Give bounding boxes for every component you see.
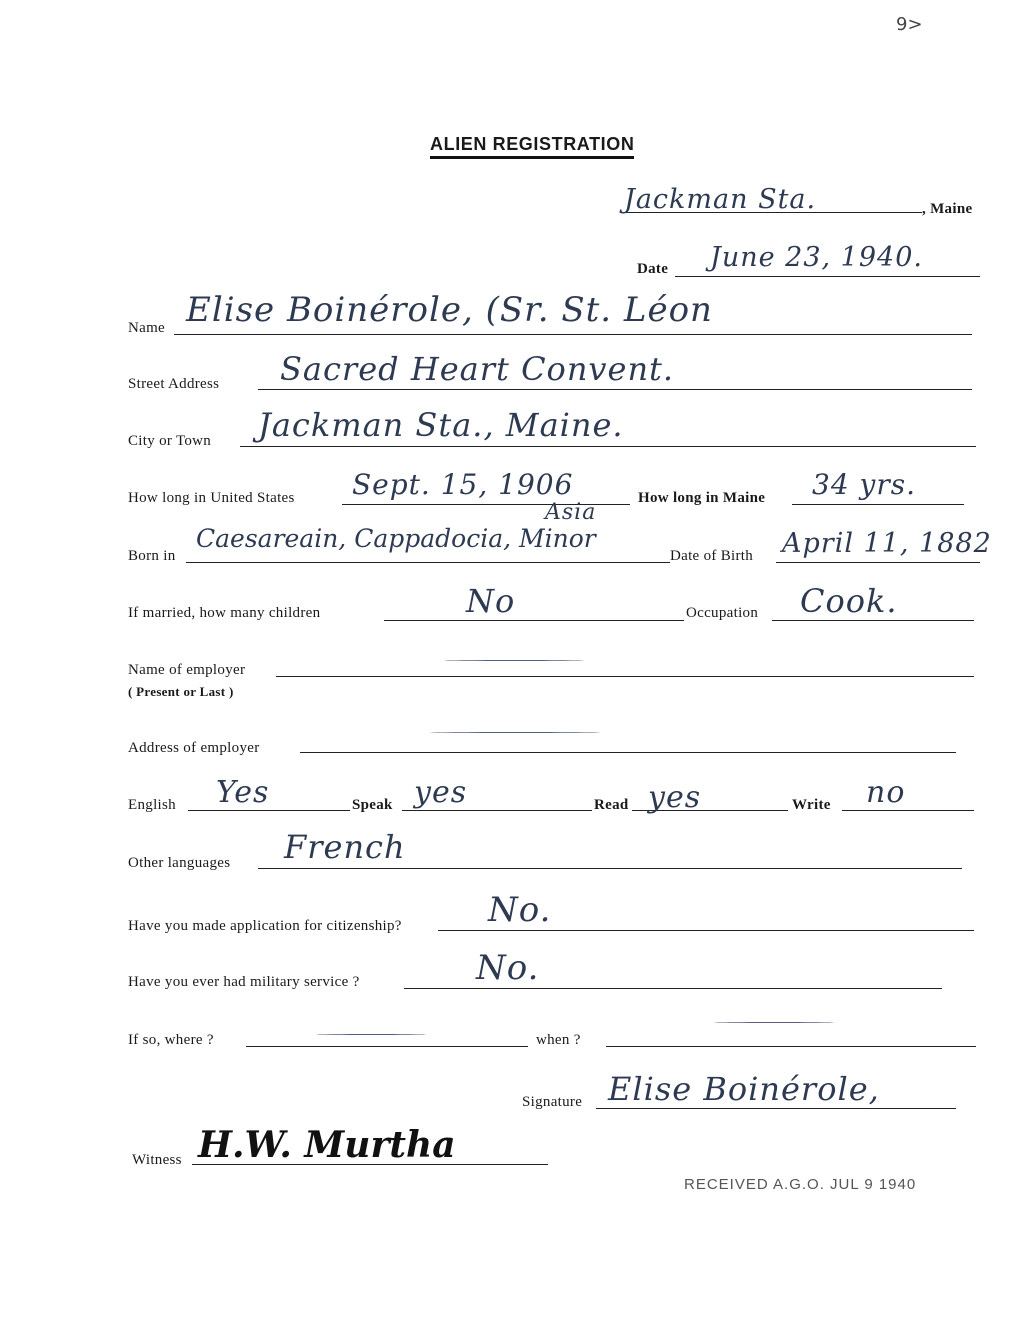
street-address-line [258,389,972,390]
employer-name-label: Name of employer [128,662,246,678]
form-title: ALIEN REGISTRATION [430,134,634,159]
military-value: No. [476,948,540,988]
how-long-maine-value: 34 yrs. [812,468,917,501]
born-in-value: Caesareain, Cappadocia, Minor [196,524,596,553]
city-label: City or Town [128,433,212,449]
name-line [174,334,972,335]
born-in-insert: Asia [545,500,597,525]
city-line [240,446,976,447]
english-value: Yes [216,775,270,810]
employer-name-line [276,676,974,677]
employer-note: ( Present or Last ) [128,684,234,699]
witness-label: Witness [132,1152,182,1168]
other-languages-label: Other languages [128,855,231,871]
occupation-line [772,620,974,621]
witness-value: H.W. Murtha [198,1124,456,1166]
employer-address-label: Address of employer [128,740,260,756]
citizenship-line [438,930,974,931]
if-so-where-line [246,1046,528,1047]
write-value: no [866,775,906,810]
how-long-us-label: How long in United States [128,490,295,506]
speak-value: yes [414,775,468,810]
employer-address-line [300,752,956,753]
street-address-label: Street Address [128,376,220,392]
signature-line [596,1108,956,1109]
date-line [675,276,980,277]
when-label: when ? [536,1032,581,1048]
how-long-maine-label: How long in Maine [638,490,766,506]
children-line [384,620,684,621]
employer-name-dash [444,660,584,661]
citizenship-label: Have you made application for citizenship? [128,918,402,934]
maine-label: , Maine [922,201,973,217]
date-of-birth-line [776,562,980,563]
children-label: If married, how many children [128,605,321,621]
date-label: Date [637,261,669,277]
place-value: Jackman Sta. [624,184,817,215]
when-line [606,1046,976,1047]
speak-line [402,810,592,811]
employer-address-dash [430,732,600,733]
speak-label: Speak [352,797,393,813]
date-of-birth-label: Date of Birth [670,548,754,564]
signature-value: Elise Boinérole, [608,1070,880,1108]
how-long-us-value: Sept. 15, 1906 [352,468,574,501]
read-label: Read [594,797,629,813]
military-label: Have you ever had military service ? [128,974,360,990]
born-in-label: Born in [128,548,176,564]
other-languages-line [258,868,962,869]
signature-label: Signature [522,1094,583,1110]
military-line [404,988,942,989]
occupation-value: Cook. [800,582,898,620]
occupation-label: Occupation [686,605,759,621]
born-in-line [186,562,670,563]
page-number: 9> [896,14,923,35]
date-value: June 23, 1940. [710,242,923,273]
name-value: Elise Boinérole, (Sr. St. Léon [186,290,713,330]
date-of-birth-value: April 11, 1882 [782,528,992,559]
english-label: English [128,797,176,813]
other-languages-value: French [284,828,406,866]
city-value: Jackman Sta., Maine. [258,406,624,444]
if-so-where-label: If so, where ? [128,1032,214,1048]
write-label: Write [792,797,831,813]
write-line [842,810,974,811]
if-so-where-dash [316,1034,426,1035]
name-label: Name [128,320,166,336]
citizenship-value: No. [488,890,552,930]
read-value: yes [648,780,702,815]
english-line [188,810,350,811]
how-long-maine-line [792,504,964,505]
when-dash [714,1022,834,1023]
street-address-value: Sacred Heart Convent. [280,350,675,388]
children-value: No [466,582,516,620]
received-stamp: RECEIVED A.G.O. JUL 9 1940 [684,1176,917,1193]
